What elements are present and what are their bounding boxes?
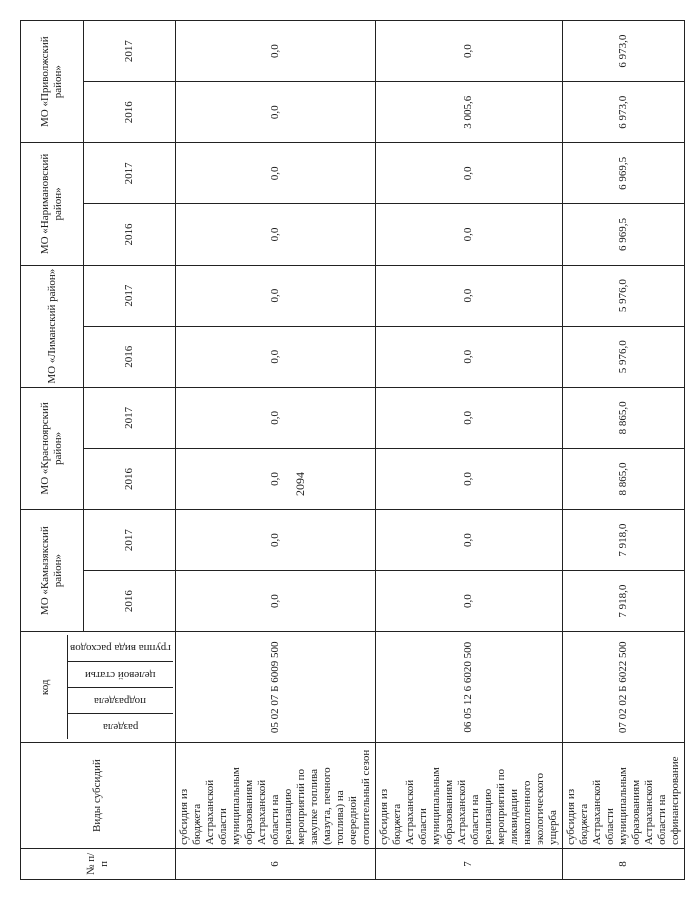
value-cell: 0,0 xyxy=(175,204,375,265)
year-header: 2017 xyxy=(84,510,176,571)
value-cell: 7 918,0 xyxy=(562,571,684,632)
year-header: 2017 xyxy=(84,387,176,448)
region-header-3: МО «Лиманский район» xyxy=(21,265,84,387)
value-cell: 0,0 xyxy=(175,448,375,509)
code-vid: 500 xyxy=(462,641,475,659)
region-header-2: МО «Красноярский район» xyxy=(21,387,84,509)
row-description xyxy=(375,743,562,849)
code-statya: 07 Б 6009 xyxy=(268,660,281,706)
code-razdel: 07 xyxy=(616,722,629,734)
value-cell: 0,0 xyxy=(375,387,562,448)
value-cell: 6 969,5 xyxy=(562,204,684,265)
rotated-table-container xyxy=(20,20,681,880)
row-desc-part2: Астраханской области на софинансирование xyxy=(642,756,681,845)
code-podrazdel: 02 xyxy=(268,708,281,720)
value-cell: 0,0 xyxy=(375,265,562,326)
row-desc-part1: субсидия из бюджета Астраханской области муниципальным образованиям xyxy=(377,767,455,845)
value-cell: 0,0 xyxy=(175,326,375,387)
value-cell: 5 976,0 xyxy=(562,265,684,326)
table-row xyxy=(175,21,375,880)
value-cell: 6 973,0 xyxy=(562,21,684,82)
value-cell: 0,0 xyxy=(375,204,562,265)
row-description xyxy=(175,743,375,849)
value-cell: 0,0 xyxy=(375,448,562,509)
code-statya: 12 6 6020 xyxy=(462,661,475,706)
value-cell: 0,0 xyxy=(175,510,375,571)
code-statya-label: целевой статьи xyxy=(68,661,173,687)
code-podrazdel: 05 xyxy=(462,707,475,719)
value-cell: 0,0 xyxy=(175,571,375,632)
code-vid: 500 xyxy=(268,641,281,658)
value-cell: 8 865,0 xyxy=(562,387,684,448)
row-code xyxy=(175,632,375,743)
subsidies-table xyxy=(20,20,685,880)
header-type: Виды субсидий xyxy=(21,743,176,849)
code-podrazdel-label: подраздела xyxy=(68,687,173,713)
code-vid-label: группа вида расходов xyxy=(70,642,171,655)
year-header: 2016 xyxy=(84,204,176,265)
table-row xyxy=(562,21,684,880)
code-statya: 02 Б 6022 xyxy=(616,660,629,706)
row-code xyxy=(562,632,684,743)
value-cell: 0,0 xyxy=(175,387,375,448)
year-header: 2016 xyxy=(84,571,176,632)
value-cell: 3 005,6 xyxy=(375,82,562,143)
value-cell: 6 973,0 xyxy=(562,82,684,143)
row-desc-part1: субсидия из бюджета Астраханской области муниципальным образованиям xyxy=(564,767,642,845)
region-header-4: МО «Наримановский район» xyxy=(21,143,84,265)
code-razdel: 06 xyxy=(462,721,475,733)
row-description xyxy=(562,743,684,849)
header-code xyxy=(21,632,176,743)
value-cell: 0,0 xyxy=(175,265,375,326)
value-cell: 0,0 xyxy=(375,510,562,571)
row-num: 7 xyxy=(375,848,562,879)
value-cell: 0,0 xyxy=(375,143,562,204)
value-cell: 0,0 xyxy=(375,571,562,632)
row-desc-part2: Астраханской области на реализацию мероприятий по ликвидации накопленного экологического ущерба xyxy=(455,768,559,845)
year-header: 2016 xyxy=(84,448,176,509)
row-desc-part1: субсидия из бюджета Астраханской области муниципальным образованиям xyxy=(177,767,255,845)
value-cell: 7 918,0 xyxy=(562,510,684,571)
row-num: 6 xyxy=(175,848,375,879)
row-num: 8 xyxy=(562,848,684,879)
value-cell: 5 976,0 xyxy=(562,326,684,387)
page-number: 2094 xyxy=(293,472,307,496)
value-cell: 0,0 xyxy=(175,21,375,82)
code-label: код xyxy=(23,635,68,739)
year-header: 2016 xyxy=(84,326,176,387)
code-razdel: 05 xyxy=(268,722,281,734)
year-header: 2017 xyxy=(84,21,176,82)
code-subtable xyxy=(23,635,173,739)
region-header-5: МО «Приволжский район» xyxy=(21,21,84,143)
code-podrazdel: 02 xyxy=(616,708,629,720)
value-cell: 6 969,5 xyxy=(562,143,684,204)
year-header: 2017 xyxy=(84,265,176,326)
table-row xyxy=(375,21,562,880)
value-cell: 0,0 xyxy=(375,326,562,387)
region-header-1: МО «Камызякский район» xyxy=(21,510,84,632)
year-header: 2017 xyxy=(84,143,176,204)
row-desc-part2: Астраханской области на реализацию мероприятий по закупке топлива (мазута, печного топлива) на очередной отопительный сезон xyxy=(255,749,372,845)
value-cell: 8 865,0 xyxy=(562,448,684,509)
value-cell: 0,0 xyxy=(175,143,375,204)
header-num: № п/п xyxy=(21,848,176,879)
code-razdel-label: раздела xyxy=(68,713,173,739)
value-cell: 0,0 xyxy=(375,21,562,82)
year-header: 2016 xyxy=(84,82,176,143)
code-vid: 500 xyxy=(616,641,629,658)
value-cell: 0,0 xyxy=(175,82,375,143)
row-code xyxy=(375,632,562,743)
